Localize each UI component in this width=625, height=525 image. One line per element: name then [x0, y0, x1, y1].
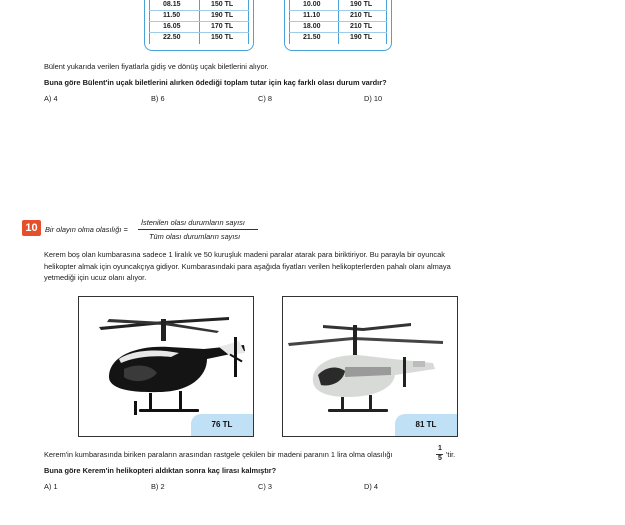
q10-probability-sentence: Kerem'in kumbarasında biriken paraların arasından rastgele çekilen bir madeni paranın 1 lira olma olasılığı	[44, 450, 393, 459]
q10-option-d[interactable]: D) 4	[364, 482, 378, 491]
fraction-bar	[138, 229, 258, 230]
departure-flight-table	[144, 0, 254, 51]
q9-prompt: Buna göre Bülent'in uçak biletlerini alırken ödediği toplam tutar için kaç farklı olası durum vardır?	[44, 78, 387, 87]
flight-price: 210 TL	[350, 12, 373, 19]
flight-time: 21.50	[303, 34, 321, 41]
flight-time: 11.10	[303, 12, 321, 19]
q9-option-d[interactable]: D) 10	[364, 94, 383, 103]
flight-price: 190 TL	[350, 1, 373, 8]
helicopter-price-tag: 76 TL	[191, 414, 253, 436]
q9-option-c[interactable]: C) 8	[258, 94, 272, 103]
probability-definition-lead: Bir olayın olma olasılığı =	[45, 225, 128, 234]
flight-price: 190 TL	[211, 12, 234, 19]
probability-value-numerator: 1	[438, 445, 442, 452]
flight-price: 150 TL	[211, 1, 234, 8]
flight-time: 22.50	[163, 34, 181, 41]
q9-statement: Bülent yukarıda verilen fiyatlarla gidiş ve dönüş uçak biletlerini alıyor.	[44, 62, 269, 71]
flight-time: 11.50	[163, 12, 181, 19]
q10-paragraph-line-1: Kerem boş olan kumbarasına sadece 1 liralık ve 50 kuruşluk madeni paralar atarak para biriktiriyor. Bu parayla bir oyuncak	[44, 250, 445, 259]
q10-option-a[interactable]: A) 1	[44, 482, 58, 491]
helicopter-white-card	[282, 296, 458, 437]
probability-denominator: Tüm olası durumların sayısı	[149, 232, 241, 241]
flight-time: 10.00	[303, 1, 321, 8]
flight-price: 170 TL	[211, 23, 234, 30]
q9-option-a[interactable]: A) 4	[44, 94, 58, 103]
q10-option-b[interactable]: B) 2	[151, 482, 165, 491]
helicopter-price-tag: 81 TL	[395, 414, 457, 436]
probability-value-denominator: 5	[438, 455, 442, 462]
flight-price: 150 TL	[211, 34, 234, 41]
q10-paragraph-line-3: yetmediği için ucuz olanı alıyor.	[44, 273, 147, 282]
flight-price: 210 TL	[350, 23, 373, 30]
flight-time: 18.00	[303, 23, 321, 30]
flight-time: 16.05	[163, 23, 181, 30]
q10-option-c[interactable]: C) 3	[258, 482, 272, 491]
probability-numerator: İstenilen olası durumların sayısı	[141, 218, 245, 227]
flight-time: 08.15	[163, 1, 181, 8]
flight-price: 190 TL	[350, 34, 373, 41]
q9-option-b[interactable]: B) 6	[151, 94, 165, 103]
q10-paragraph-line-2: helikopter almak için oyuncakçıya gidiyor. Kumbarasındaki para aşağıda fiyatları verilen helikopterlerden pahalı olanı almaya	[44, 262, 451, 271]
question-number-badge: 10	[22, 220, 41, 236]
q10-probability-suffix: 'tir.	[446, 450, 456, 459]
helicopter-black-card	[78, 296, 254, 437]
q10-prompt: Buna göre Kerem'in helikopteri aldıktan sonra kaç lirası kalmıştır?	[44, 466, 277, 475]
return-flight-table	[284, 0, 392, 51]
